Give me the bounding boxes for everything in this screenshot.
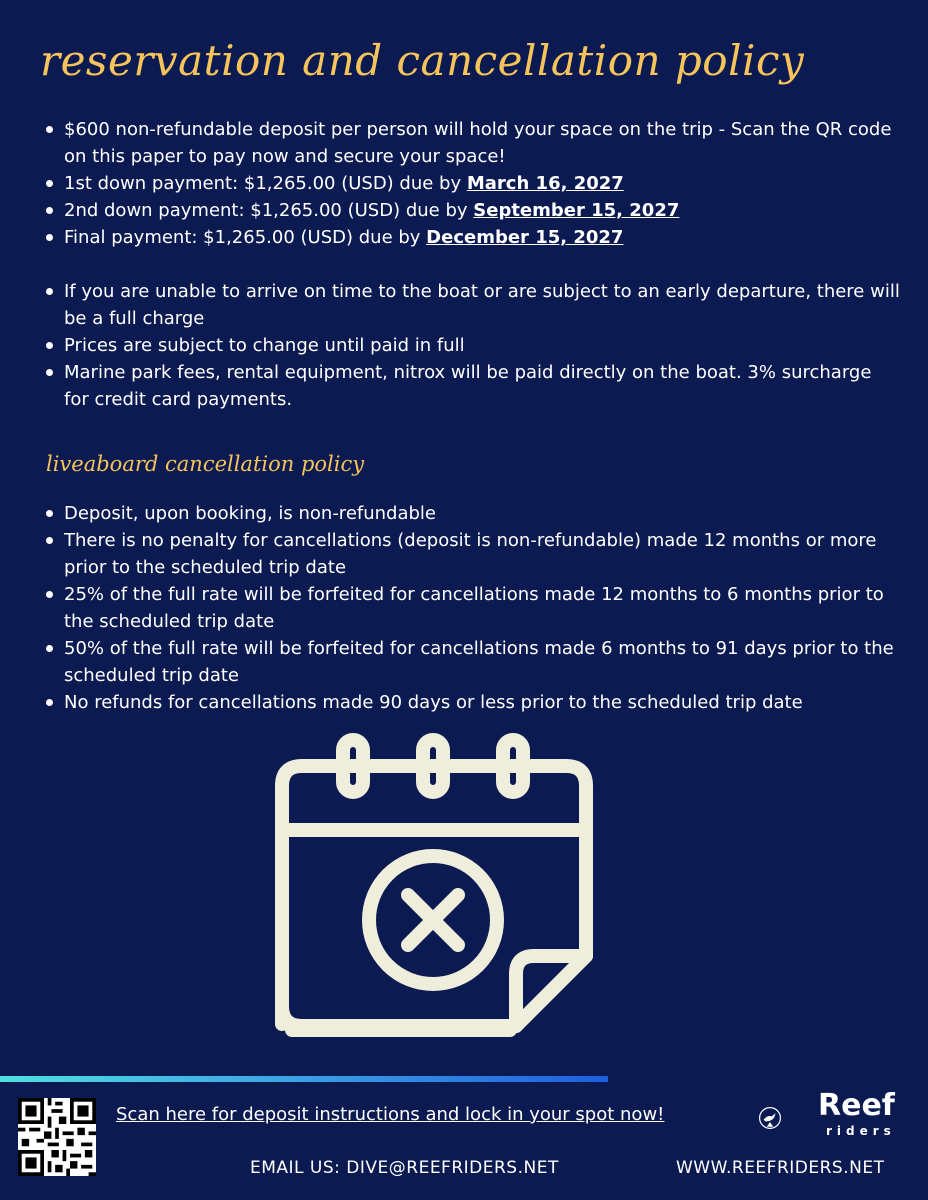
due-date: March 16, 2027 <box>466 173 624 194</box>
calendar-cancel-icon <box>270 730 600 1050</box>
list-item: There is no penalty for cancellations (deposit is non-refundable) made 12 months or more prior to the scheduled trip date <box>40 527 900 581</box>
deposit-instructions-link[interactable]: Scan here for deposit instructions and lock in your spot now! <box>116 1104 665 1125</box>
list-item <box>40 170 900 197</box>
website-link[interactable]: WWW.REEFRIDERS.NET <box>676 1158 885 1178</box>
list-item <box>40 197 900 224</box>
list-item <box>40 224 900 251</box>
reef-riders-logo-icon <box>758 1088 818 1148</box>
page-title: reservation and cancellation policy <box>40 36 805 85</box>
list-item: If you are unable to arrive on time to the boat or are subject to an early departure, there will be a full charge <box>40 278 900 332</box>
qr-code-icon[interactable] <box>18 1098 96 1176</box>
email-contact[interactable]: EMAIL US: DIVE@REEFRIDERS.NET <box>250 1158 559 1178</box>
payment-text: $600 non-refundable deposit per person will hold your space on the trip - Scan the QR code on this paper to pay now and secure your space! <box>64 119 892 167</box>
section-title: liveaboard cancellation policy <box>46 452 365 476</box>
payment-text: 2nd down payment: $1,265.00 (USD) due by <box>64 200 474 221</box>
list-item: Deposit, upon booking, is non-refundable <box>40 500 900 527</box>
terms-list <box>40 278 900 413</box>
list-item: Marine park fees, rental equipment, nitrox will be paid directly on the boat. 3% surcharge for credit card payments. <box>40 359 900 413</box>
logo-subtitle: riders <box>826 1124 896 1138</box>
due-date: December 15, 2027 <box>426 227 624 248</box>
payment-text: 1st down payment: $1,265.00 (USD) due by <box>64 173 467 194</box>
list-item: 25% of the full rate will be forfeited for cancellations made 12 months to 6 months prior to the scheduled trip date <box>40 581 900 635</box>
payment-schedule-list <box>40 116 900 251</box>
list-item <box>40 116 900 170</box>
liveaboard-policy-list <box>40 500 900 716</box>
divider-line <box>0 1076 608 1082</box>
list-item: Prices are subject to change until paid in full <box>40 332 900 359</box>
payment-text: Final payment: $1,265.00 (USD) due by <box>64 227 427 248</box>
list-item: No refunds for cancellations made 90 days or less prior to the scheduled trip date <box>40 689 900 716</box>
list-item: 50% of the full rate will be forfeited for cancellations made 6 months to 91 days prior to the scheduled trip date <box>40 635 900 689</box>
logo-name: Reef <box>818 1088 895 1123</box>
due-date: September 15, 2027 <box>473 200 680 221</box>
